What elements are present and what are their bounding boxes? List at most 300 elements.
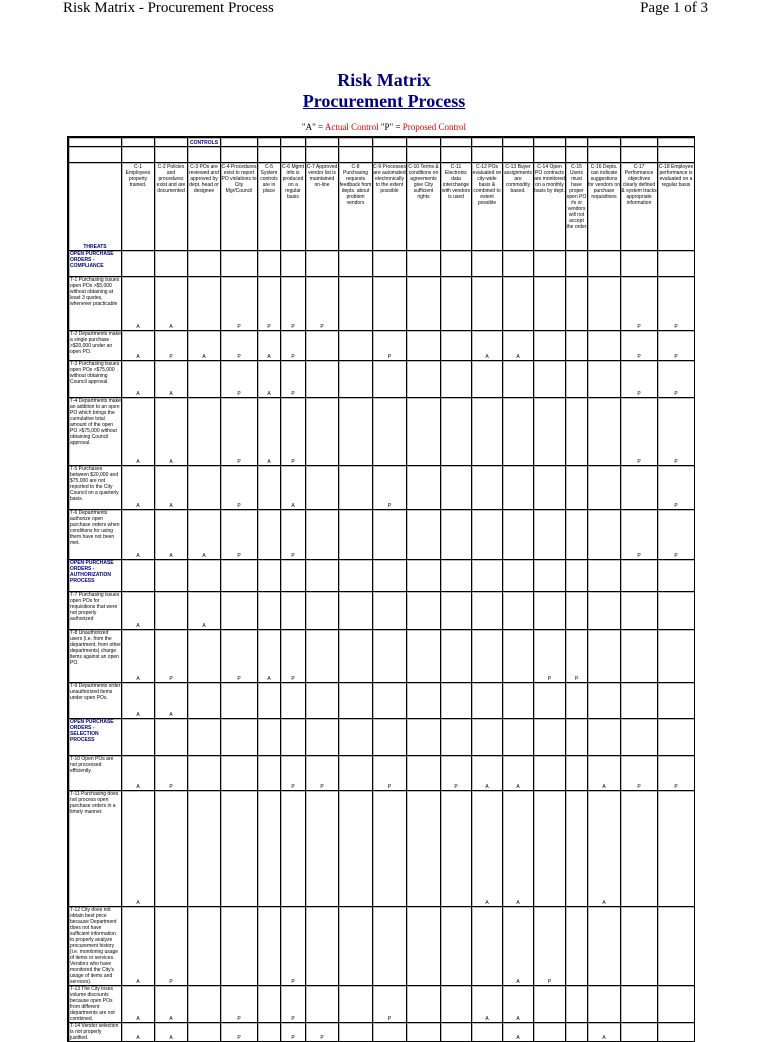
- control-mark-cell: [621, 907, 658, 986]
- control-mark-cell: [373, 592, 407, 630]
- control-mark-cell: [188, 756, 221, 791]
- control-mark-cell: [441, 510, 472, 560]
- control-mark-cell: [407, 986, 441, 1023]
- banner-spacer-cell: [534, 138, 566, 147]
- threat-label: T-8 Unauthorized users (i.e. from the department, from other departments) charge items against an open PO.: [69, 630, 122, 683]
- threat-label: T-11 Purchasing does not process open purchase orders in a timely manner.: [69, 791, 122, 907]
- control-mark-cell: A: [503, 791, 534, 907]
- control-mark-cell: [258, 466, 281, 510]
- control-mark-cell: P: [658, 510, 695, 560]
- empty-cell: [221, 251, 258, 277]
- threat-label: T-13 The City loses volume discounts because open POs from different departments are not combined.: [69, 986, 122, 1023]
- control-mark-cell: P: [621, 510, 658, 560]
- empty-cell: [588, 560, 621, 592]
- control-mark-cell: [441, 630, 472, 683]
- control-mark-cell: P: [281, 986, 306, 1023]
- control-mark-cell: [441, 398, 472, 466]
- threat-label: T-6 Departments authorize open purchase orders when conditions for using them have not been met.: [69, 510, 122, 560]
- banner-spacer-cell: [221, 138, 258, 147]
- control-mark-cell: [503, 592, 534, 630]
- control-mark-cell: [373, 510, 407, 560]
- threat-label: T-2 Departments make a single purchase >$20,000 under an open PO.: [69, 331, 122, 361]
- control-mark-cell: [221, 592, 258, 630]
- control-mark-cell: A: [503, 331, 534, 361]
- control-mark-cell: [407, 683, 441, 719]
- empty-cell: [407, 251, 441, 277]
- threat-row: [69, 592, 695, 630]
- control-mark-cell: [441, 986, 472, 1023]
- section-heading: OPEN PURCHASE ORDERS - COMPLIANCE: [69, 251, 122, 277]
- empty-cell: [472, 560, 503, 592]
- control-header-9: C-9 Processes are automated electronically to the extent possible: [373, 163, 407, 251]
- control-mark-cell: [658, 791, 695, 907]
- control-mark-cell: A: [281, 466, 306, 510]
- control-mark-cell: [566, 791, 588, 907]
- control-mark-cell: [621, 791, 658, 907]
- empty-cell: [621, 560, 658, 592]
- spacer-cell: [407, 147, 441, 163]
- control-mark-cell: [658, 1023, 695, 1042]
- banner-spacer-cell: [339, 138, 373, 147]
- spacer-cell: [155, 147, 188, 163]
- empty-cell: [621, 251, 658, 277]
- control-mark-cell: [566, 331, 588, 361]
- spacer-cell: [441, 147, 472, 163]
- spacer-cell: [122, 147, 155, 163]
- control-mark-cell: [588, 592, 621, 630]
- spacer-cell: [306, 147, 339, 163]
- control-mark-cell: [441, 683, 472, 719]
- spacer-cell: [281, 147, 306, 163]
- controls-heading: CONTROLS: [188, 138, 221, 147]
- control-mark-cell: [441, 791, 472, 907]
- control-mark-cell: [472, 466, 503, 510]
- empty-cell: [407, 560, 441, 592]
- banner-spacer-cell: [373, 138, 407, 147]
- control-mark-cell: [566, 510, 588, 560]
- control-mark-cell: [407, 1023, 441, 1042]
- control-mark-cell: P: [281, 510, 306, 560]
- control-header-12: C-12 POs evaluated on city-wide basis & combined to extent possible: [472, 163, 503, 251]
- control-mark-cell: [306, 398, 339, 466]
- control-mark-cell: [407, 630, 441, 683]
- control-mark-cell: [188, 986, 221, 1023]
- control-mark-cell: [503, 361, 534, 398]
- control-mark-cell: P: [221, 630, 258, 683]
- threat-label: T-1 Purchasing issues open POs >$5,000 without obtaining at least 3 quotes, whenever practicable: [69, 277, 122, 331]
- control-mark-cell: P: [281, 907, 306, 986]
- control-mark-cell: [258, 592, 281, 630]
- page-header-title: Risk Matrix - Procurement Process: [63, 0, 274, 16]
- control-mark-cell: A: [472, 756, 503, 791]
- control-mark-cell: A: [472, 986, 503, 1023]
- control-mark-cell: A: [122, 1023, 155, 1042]
- control-mark-cell: [472, 510, 503, 560]
- empty-cell: [281, 251, 306, 277]
- empty-cell: [258, 719, 281, 756]
- empty-cell: [441, 719, 472, 756]
- empty-cell: [281, 560, 306, 592]
- control-mark-cell: [588, 398, 621, 466]
- control-mark-cell: [188, 683, 221, 719]
- control-header-5: C-5 System controls are in place: [258, 163, 281, 251]
- control-mark-cell: [441, 466, 472, 510]
- control-mark-cell: [441, 907, 472, 986]
- control-mark-cell: [621, 630, 658, 683]
- control-mark-cell: P: [155, 331, 188, 361]
- control-mark-cell: [534, 510, 566, 560]
- control-mark-cell: [441, 331, 472, 361]
- control-mark-cell: [306, 907, 339, 986]
- control-mark-cell: A: [155, 683, 188, 719]
- control-mark-cell: A: [155, 1023, 188, 1042]
- control-mark-cell: A: [122, 510, 155, 560]
- control-mark-cell: [373, 398, 407, 466]
- control-mark-cell: [339, 361, 373, 398]
- control-mark-cell: P: [221, 466, 258, 510]
- control-mark-cell: [188, 361, 221, 398]
- control-mark-cell: A: [188, 510, 221, 560]
- control-mark-cell: [534, 277, 566, 331]
- control-mark-cell: [258, 907, 281, 986]
- control-mark-cell: [188, 791, 221, 907]
- control-mark-cell: [472, 683, 503, 719]
- control-mark-cell: P: [658, 756, 695, 791]
- threat-label: T-9 Departments order unauthorized items under open POs.: [69, 683, 122, 719]
- control-mark-cell: [503, 683, 534, 719]
- control-legend: [0, 122, 768, 132]
- empty-cell: [534, 719, 566, 756]
- risk-matrix-table: [67, 136, 695, 1042]
- control-mark-cell: [621, 683, 658, 719]
- control-mark-cell: P: [221, 331, 258, 361]
- control-mark-cell: P: [658, 331, 695, 361]
- control-mark-cell: P: [658, 361, 695, 398]
- control-mark-cell: [566, 277, 588, 331]
- control-mark-cell: [407, 466, 441, 510]
- control-mark-cell: [588, 683, 621, 719]
- empty-cell: [566, 251, 588, 277]
- control-mark-cell: [472, 1023, 503, 1042]
- control-mark-cell: P: [534, 907, 566, 986]
- control-mark-cell: [339, 592, 373, 630]
- control-mark-cell: P: [373, 986, 407, 1023]
- control-mark-cell: A: [155, 277, 188, 331]
- control-mark-cell: P: [441, 756, 472, 791]
- control-mark-cell: A: [588, 791, 621, 907]
- control-mark-cell: [306, 630, 339, 683]
- empty-cell: [658, 719, 695, 756]
- control-mark-cell: [407, 277, 441, 331]
- empty-cell: [621, 719, 658, 756]
- control-mark-cell: [441, 592, 472, 630]
- banner-spacer-cell: [566, 138, 588, 147]
- control-mark-cell: [221, 756, 258, 791]
- control-mark-cell: [588, 986, 621, 1023]
- section-row: [69, 560, 695, 592]
- control-mark-cell: [588, 277, 621, 331]
- control-mark-cell: [566, 986, 588, 1023]
- banner-spacer-cell: [281, 138, 306, 147]
- empty-cell: [188, 251, 221, 277]
- control-mark-cell: A: [155, 986, 188, 1023]
- control-header-2: C-2 Policies and procedures exist and are documented: [155, 163, 188, 251]
- threat-row: [69, 331, 695, 361]
- control-header-15: C-15 Users must have proper open PO #s or vendors will not accept the order: [566, 163, 588, 251]
- spacer-cell: [472, 147, 503, 163]
- control-mark-cell: [373, 361, 407, 398]
- empty-cell: [339, 251, 373, 277]
- control-mark-cell: [258, 756, 281, 791]
- control-mark-cell: P: [258, 277, 281, 331]
- threat-label: T-3 Purchasing issues open POs >$75,000 without obtaining Council approval.: [69, 361, 122, 398]
- control-mark-cell: [566, 592, 588, 630]
- control-mark-cell: P: [373, 756, 407, 791]
- risk-matrix-container: [67, 136, 768, 1041]
- control-mark-cell: [306, 986, 339, 1023]
- control-mark-cell: [658, 592, 695, 630]
- control-header-18: C-18 Employee performance is evaluated on a regular basis: [658, 163, 695, 251]
- control-mark-cell: [566, 361, 588, 398]
- empty-cell: [188, 719, 221, 756]
- control-mark-cell: [407, 592, 441, 630]
- control-mark-cell: P: [221, 1023, 258, 1042]
- empty-cell: [503, 719, 534, 756]
- document-title: [0, 70, 768, 112]
- spacer-cell: [221, 147, 258, 163]
- control-mark-cell: A: [122, 331, 155, 361]
- control-header-10: C-10 Terms & conditions on agreements give City sufficient rights: [407, 163, 441, 251]
- control-mark-cell: [566, 398, 588, 466]
- control-mark-cell: [472, 361, 503, 398]
- empty-cell: [566, 719, 588, 756]
- control-mark-cell: A: [503, 986, 534, 1023]
- empty-cell: [373, 251, 407, 277]
- empty-cell: [258, 560, 281, 592]
- title-line-2[interactable]: Procurement Process: [302, 91, 466, 111]
- control-mark-cell: [188, 1023, 221, 1042]
- control-mark-cell: [188, 907, 221, 986]
- control-mark-cell: [258, 683, 281, 719]
- empty-cell: [407, 719, 441, 756]
- control-header-16: C-16 Depts. can indicate suggestions for vendors on purchase requisitions: [588, 163, 621, 251]
- control-mark-cell: P: [281, 331, 306, 361]
- control-mark-cell: [373, 1023, 407, 1042]
- empty-cell: [472, 251, 503, 277]
- control-mark-cell: A: [122, 361, 155, 398]
- banner-spacer-cell: [588, 138, 621, 147]
- banner-spacer-cell: [503, 138, 534, 147]
- control-mark-cell: P: [373, 466, 407, 510]
- threat-row: [69, 907, 695, 986]
- control-mark-cell: [472, 630, 503, 683]
- control-mark-cell: [534, 361, 566, 398]
- control-mark-cell: A: [588, 1023, 621, 1042]
- control-mark-cell: [188, 398, 221, 466]
- empty-cell: [503, 560, 534, 592]
- legend-p-text: Proposed Control: [402, 122, 467, 132]
- threat-row: [69, 1023, 695, 1042]
- control-mark-cell: [472, 398, 503, 466]
- empty-cell: [373, 560, 407, 592]
- control-mark-cell: [621, 1023, 658, 1042]
- control-mark-cell: A: [122, 398, 155, 466]
- spacer-cell: [534, 147, 566, 163]
- control-mark-cell: P: [281, 398, 306, 466]
- empty-cell: [339, 719, 373, 756]
- empty-cell: [122, 251, 155, 277]
- spacer-cell: [258, 147, 281, 163]
- empty-cell: [472, 719, 503, 756]
- control-mark-cell: A: [503, 756, 534, 791]
- banner-spacer-cell: [441, 138, 472, 147]
- control-mark-cell: [534, 592, 566, 630]
- control-mark-cell: [658, 683, 695, 719]
- threat-row: [69, 756, 695, 791]
- threat-label: T-4 Departments make an addition to an open PO which brings the cumulative total amount of the open PO >$75,000 without obtaining Council approval.: [69, 398, 122, 466]
- control-mark-cell: [339, 398, 373, 466]
- section-row: [69, 719, 695, 756]
- spacer-cell: [339, 147, 373, 163]
- control-mark-cell: P: [221, 986, 258, 1023]
- controls-header-row: [69, 163, 695, 251]
- control-mark-cell: P: [621, 331, 658, 361]
- control-mark-cell: [155, 791, 188, 907]
- control-mark-cell: A: [122, 630, 155, 683]
- control-mark-cell: [534, 331, 566, 361]
- control-mark-cell: A: [122, 756, 155, 791]
- control-mark-cell: P: [281, 277, 306, 331]
- empty-cell: [588, 251, 621, 277]
- control-mark-cell: [407, 907, 441, 986]
- control-mark-cell: P: [621, 756, 658, 791]
- control-mark-cell: [503, 630, 534, 683]
- empty-cell: [258, 251, 281, 277]
- control-mark-cell: [258, 1023, 281, 1042]
- control-header-3: C-3 POs are reviewed and approved by dept. head or designee: [188, 163, 221, 251]
- control-mark-cell: [281, 683, 306, 719]
- control-mark-cell: P: [621, 361, 658, 398]
- control-mark-cell: [373, 907, 407, 986]
- control-mark-cell: [534, 756, 566, 791]
- control-mark-cell: [407, 791, 441, 907]
- spacer-cell: [69, 147, 122, 163]
- control-mark-cell: [339, 1023, 373, 1042]
- empty-cell: [221, 719, 258, 756]
- control-mark-cell: A: [588, 756, 621, 791]
- empty-cell: [155, 719, 188, 756]
- control-mark-cell: [472, 907, 503, 986]
- control-mark-cell: [566, 683, 588, 719]
- control-mark-cell: A: [503, 907, 534, 986]
- empty-cell: [188, 560, 221, 592]
- control-mark-cell: [306, 466, 339, 510]
- control-mark-cell: P: [281, 361, 306, 398]
- control-mark-cell: P: [221, 510, 258, 560]
- empty-cell: [588, 719, 621, 756]
- control-mark-cell: P: [155, 630, 188, 683]
- control-mark-cell: P: [373, 331, 407, 361]
- control-header-13: C-13 Buyer assignments are commodity based.: [503, 163, 534, 251]
- control-mark-cell: [566, 466, 588, 510]
- legend-a-text: Actual Control: [324, 122, 379, 132]
- threat-label: T-12 City does not obtain best price because Department does not have sufficient information to properly analyze procurement history (i.e. monitoring usage of items or services. Vendors who have monitored the City's usage of items and services).: [69, 907, 122, 986]
- spacer-cell: [658, 147, 695, 163]
- control-mark-cell: [339, 277, 373, 331]
- control-mark-cell: P: [658, 277, 695, 331]
- control-mark-cell: A: [155, 398, 188, 466]
- control-mark-cell: A: [122, 277, 155, 331]
- control-mark-cell: A: [472, 331, 503, 361]
- control-header-1: C-1 Employees property trained.: [122, 163, 155, 251]
- control-mark-cell: [588, 331, 621, 361]
- control-mark-cell: P: [221, 398, 258, 466]
- empty-cell: [503, 251, 534, 277]
- control-mark-cell: A: [258, 398, 281, 466]
- control-mark-cell: P: [658, 466, 695, 510]
- banner-spacer-cell: [621, 138, 658, 147]
- control-mark-cell: P: [155, 756, 188, 791]
- control-mark-cell: P: [566, 630, 588, 683]
- control-mark-cell: [258, 986, 281, 1023]
- control-mark-cell: [373, 630, 407, 683]
- control-mark-cell: [339, 907, 373, 986]
- control-mark-cell: A: [122, 592, 155, 630]
- control-mark-cell: P: [281, 1023, 306, 1042]
- control-mark-cell: [407, 398, 441, 466]
- control-mark-cell: [658, 907, 695, 986]
- empty-cell: [122, 560, 155, 592]
- threats-heading: THREATS: [69, 163, 122, 251]
- control-mark-cell: [621, 466, 658, 510]
- control-mark-cell: [588, 466, 621, 510]
- control-mark-cell: P: [155, 907, 188, 986]
- control-mark-cell: [534, 986, 566, 1023]
- control-mark-cell: A: [122, 466, 155, 510]
- control-mark-cell: A: [122, 907, 155, 986]
- control-mark-cell: A: [155, 361, 188, 398]
- banner-spacer-cell: [407, 138, 441, 147]
- control-mark-cell: [221, 791, 258, 907]
- control-mark-cell: [407, 361, 441, 398]
- banner-spacer-cell: [472, 138, 503, 147]
- control-mark-cell: [407, 756, 441, 791]
- control-mark-cell: A: [155, 510, 188, 560]
- control-mark-cell: [621, 592, 658, 630]
- page-number: Page 1 of 3: [640, 0, 708, 16]
- control-mark-cell: [503, 277, 534, 331]
- control-mark-cell: [373, 683, 407, 719]
- control-mark-cell: A: [258, 630, 281, 683]
- control-mark-cell: [221, 907, 258, 986]
- control-mark-cell: [534, 398, 566, 466]
- control-mark-cell: P: [658, 398, 695, 466]
- control-mark-cell: [373, 277, 407, 331]
- control-mark-cell: [658, 630, 695, 683]
- empty-cell: [441, 251, 472, 277]
- control-header-7: C-7 Approved vendor list is maintained on-line: [306, 163, 339, 251]
- control-mark-cell: [339, 683, 373, 719]
- control-mark-cell: [566, 907, 588, 986]
- control-mark-cell: [588, 630, 621, 683]
- control-mark-cell: [407, 510, 441, 560]
- control-mark-cell: [441, 277, 472, 331]
- control-mark-cell: A: [258, 331, 281, 361]
- control-mark-cell: [281, 791, 306, 907]
- threat-label: T-14 Vendor selection is not properly justified.: [69, 1023, 122, 1042]
- controls-banner-row: [69, 138, 695, 147]
- threat-row: [69, 630, 695, 683]
